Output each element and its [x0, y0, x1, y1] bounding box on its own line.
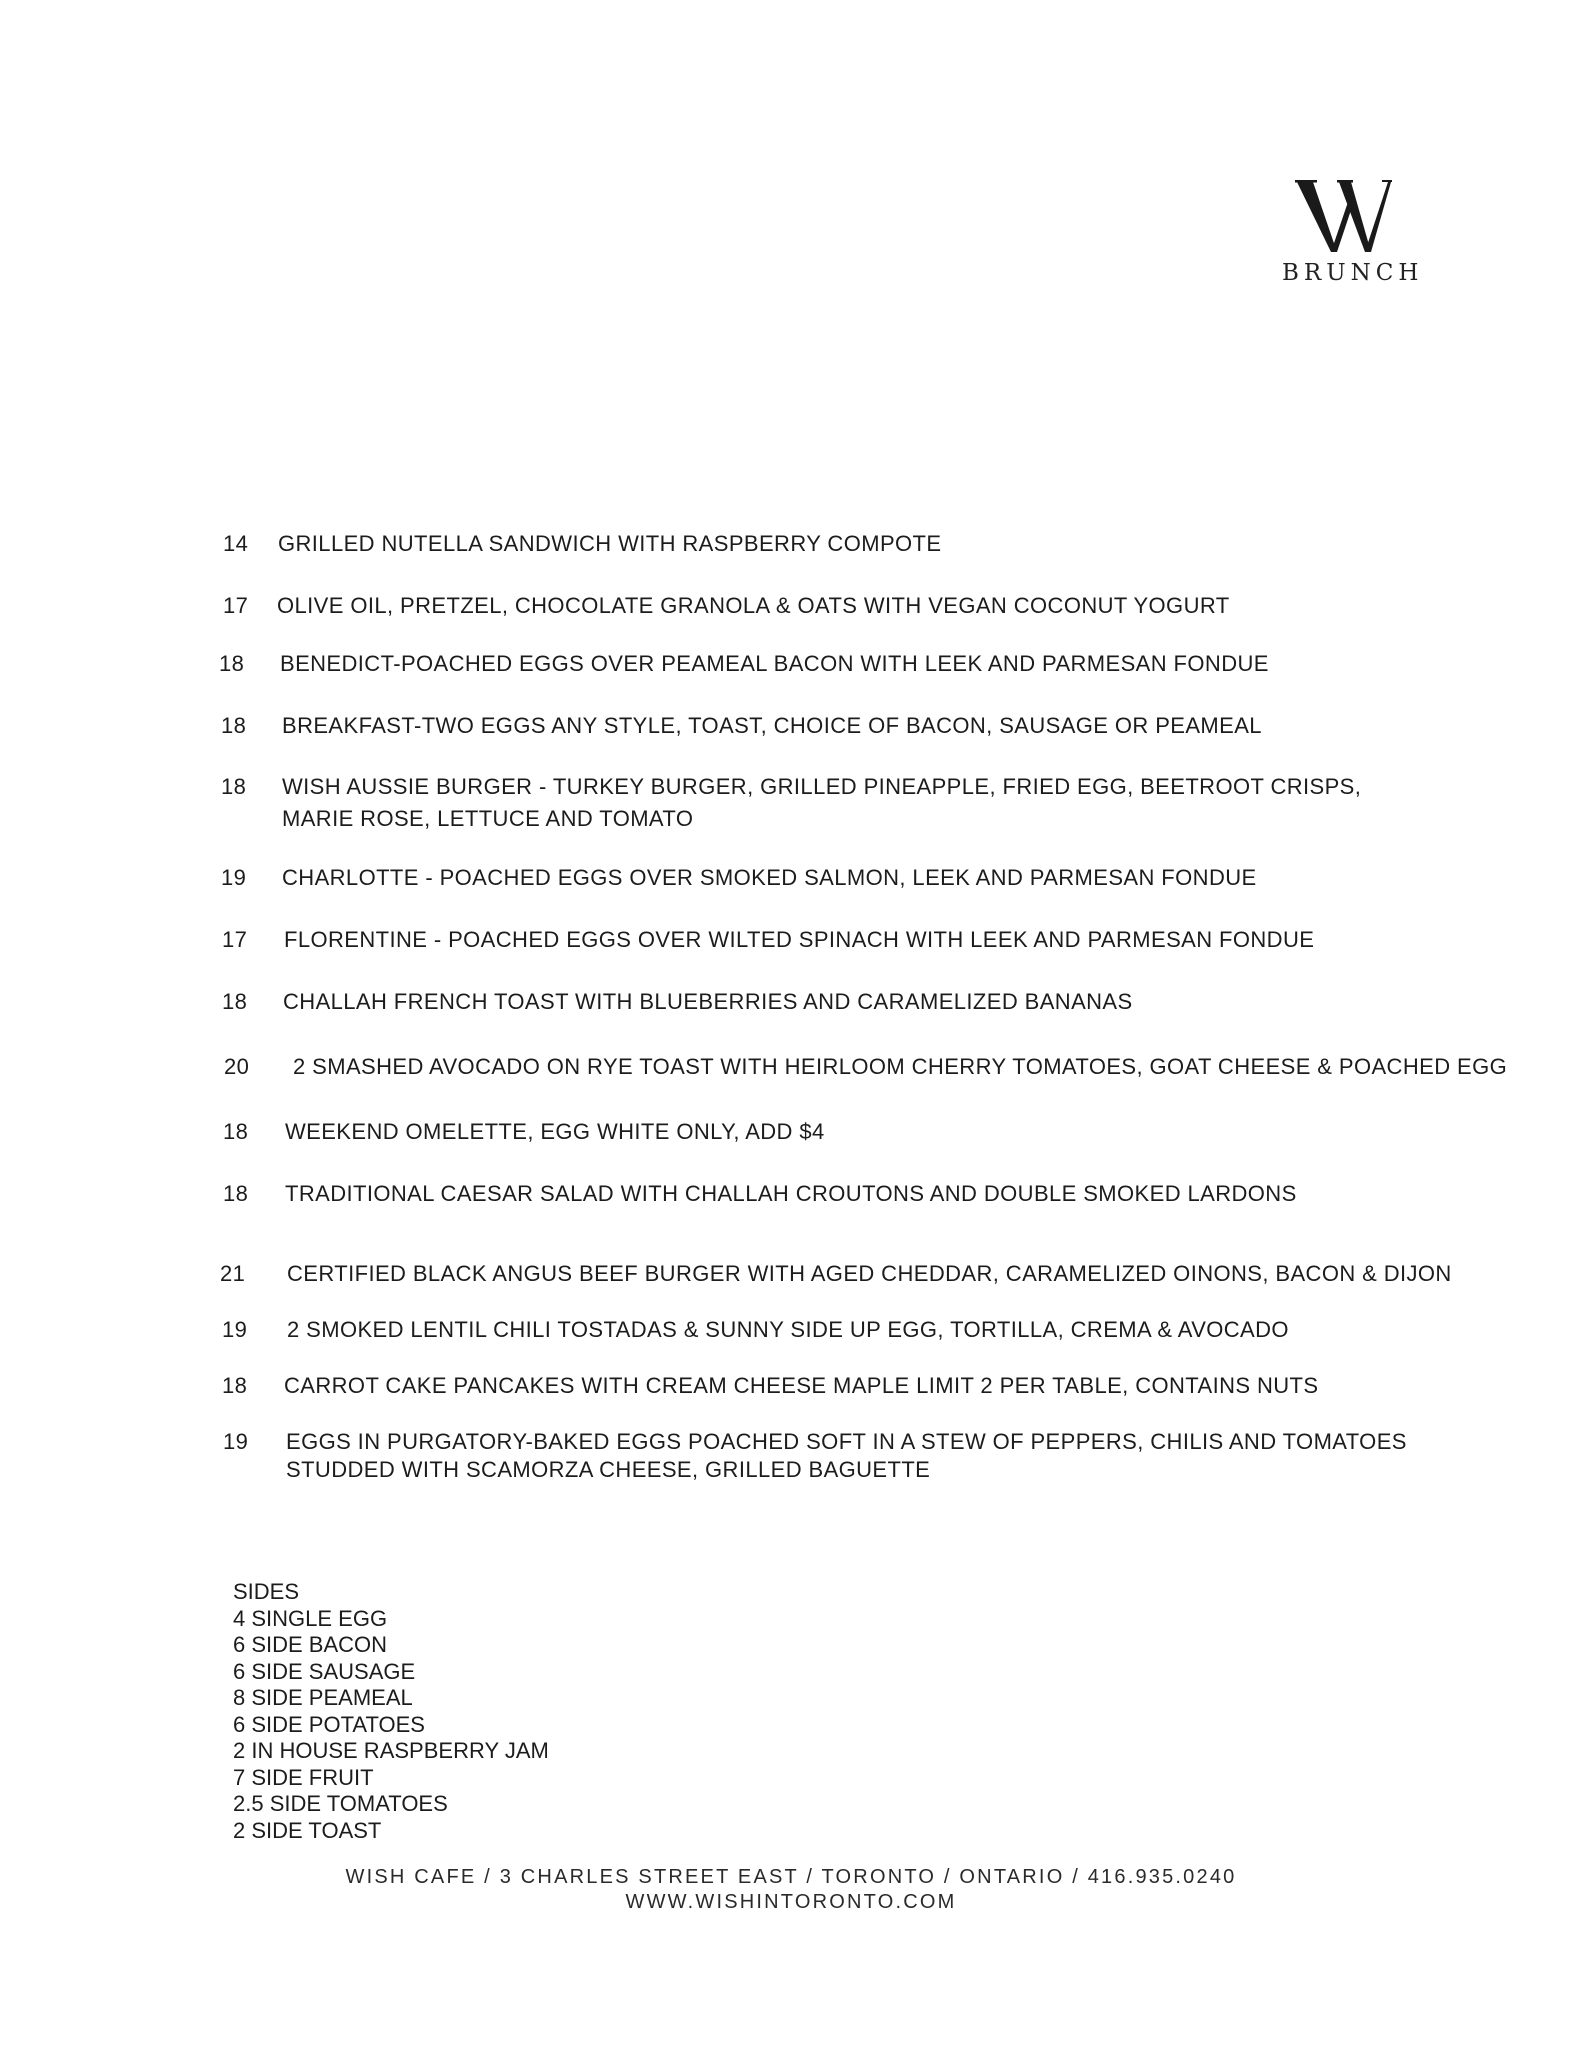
menu-item-description	[287, 1316, 1289, 1345]
menu-item-price: 18	[222, 1373, 248, 1398]
menu-item-description-line: CHALLAH FRENCH TOAST WITH BLUEBERRIES AND CARAMELIZED BANANAS	[283, 989, 1133, 1014]
menu-item-price: 19	[222, 1317, 248, 1342]
menu-item-description-line: BENEDICT-POACHED EGGS OVER PEAMEAL BACON WITH LEEK AND PARMESAN FONDUE	[280, 651, 1269, 676]
side-item: 6 SIDE POTATOES	[233, 1711, 425, 1737]
menu-item-description	[282, 864, 1257, 893]
side-item: 6 SIDE SAUSAGE	[233, 1658, 416, 1684]
menu-item-description-line: TRADITIONAL CAESAR SALAD WITH CHALLAH CROUTONS AND DOUBLE SMOKED LARDONS	[285, 1181, 1297, 1206]
brand-logo	[1278, 178, 1424, 286]
menu-item-description	[282, 773, 1361, 833]
menu-item-description-line: 2 SMOKED LENTIL CHILI TOSTADAS & SUNNY SIDE UP EGG, TORTILLA, CREMA & AVOCADO	[287, 1317, 1289, 1342]
menu-item-description-line: OLIVE OIL, PRETZEL, CHOCOLATE GRANOLA & OATS WITH VEGAN COCONUT YOGURT	[277, 593, 1230, 618]
side-item: 8 SIDE PEAMEAL	[233, 1685, 413, 1710]
side-item: 2 IN HOUSE RASPBERRY JAM	[233, 1738, 549, 1763]
side-item: 2.5 SIDE TOMATOES	[233, 1791, 448, 1816]
sides-list	[233, 1606, 549, 1845]
menu-item-description	[287, 1260, 1452, 1289]
menu-item-description-line: EGGS IN PURGATORY-BAKED EGGS POACHED SOFT IN A STEW OF PEPPERS, CHILIS AND TOMATOES	[286, 1429, 1407, 1454]
menu-item-price: 18	[219, 651, 245, 676]
menu-item-price: 18	[221, 713, 247, 738]
menu-item-price: 18	[222, 989, 248, 1014]
sides-heading: SIDES	[233, 1579, 300, 1604]
menu-item-description-line: CHARLOTTE - POACHED EGGS OVER SMOKED SALMON, LEEK AND PARMESAN FONDUE	[282, 865, 1257, 890]
menu-item-price: 20	[224, 1054, 250, 1079]
menu-item-description	[284, 926, 1314, 955]
menu-item-price: 17	[222, 927, 248, 952]
menu-item-description	[277, 592, 1230, 621]
menu-item-description	[285, 1180, 1297, 1209]
menu-item-description-line: WEEKEND OMELETTE, EGG WHITE ONLY, ADD $4	[285, 1119, 825, 1144]
menu-item-description-line: FLORENTINE - POACHED EGGS OVER WILTED SPINACH WITH LEEK AND PARMESAN FONDUE	[284, 927, 1315, 952]
menu-item-price: 18	[223, 1119, 249, 1144]
menu-item-description-line: CERTIFIED BLACK ANGUS BEEF BURGER WITH AGED CHEDDAR, CARAMELIZED OINONS, BACON & DIJON	[287, 1261, 1452, 1286]
menu-item-description-line: CARROT CAKE PANCAKES WITH CREAM CHEESE MAPLE LIMIT 2 PER TABLE, CONTAINS NUTS	[284, 1373, 1319, 1398]
menu-item-price: 18	[223, 1181, 249, 1206]
menu-item-description	[280, 650, 1269, 679]
logo-wordmark: BRUNCH	[1282, 260, 1424, 286]
menu-item-description-line: 2 SMASHED AVOCADO ON RYE TOAST WITH HEIRLOOM CHERRY TOMATOES, GOAT CHEESE & POACHED EGG	[293, 1054, 1508, 1079]
menu-item-description	[293, 1053, 1507, 1082]
menu-item-price: 19	[223, 1429, 249, 1454]
menu-item-price: 14	[223, 531, 249, 556]
menu-item-price: 17	[223, 593, 249, 618]
footer	[0, 1865, 1582, 1915]
menu-item-description	[278, 530, 941, 559]
footer-website[interactable]: WWW.WISHINTORONTO.COM	[625, 1891, 957, 1913]
menu-item-description	[284, 1372, 1318, 1401]
menu-item-description-line: STUDDED WITH SCAMORZA CHEESE, GRILLED BAGUETTE	[286, 1456, 931, 1482]
menu-item-description-line: BREAKFAST-TWO EGGS ANY STYLE, TOAST, CHOICE OF BACON, SAUSAGE OR PEAMEAL	[282, 713, 1262, 738]
w-logo-icon	[1293, 178, 1393, 258]
menu-item-description-line: WISH AUSSIE BURGER - TURKEY BURGER, GRILLED PINEAPPLE, FRIED EGG, BEETROOT CRISPS,	[282, 774, 1362, 799]
side-item: 4 SINGLE EGG	[233, 1605, 388, 1631]
menu-item-price: 21	[220, 1261, 246, 1286]
menu-item-price: 18	[221, 774, 247, 799]
side-item: 2 SIDE TOAST	[233, 1817, 382, 1843]
menu-item-description	[285, 1118, 825, 1147]
side-item: 7 SIDE FRUIT	[233, 1764, 374, 1790]
menu-item-description-line: MARIE ROSE, LETTUCE AND TOMATO	[282, 805, 694, 831]
menu-item-description	[283, 988, 1133, 1017]
footer-address: WISH CAFE / 3 CHARLES STREET EAST / TORONTO / ONTARIO / 416.935.0240	[345, 1866, 1237, 1888]
menu-item-description-line: GRILLED NUTELLA SANDWICH WITH RASPBERRY COMPOTE	[278, 531, 942, 556]
menu-item-description	[282, 712, 1262, 741]
menu-item-price: 19	[221, 865, 247, 890]
menu-item-description	[286, 1428, 1407, 1484]
sides-section	[233, 1579, 549, 1844]
side-item: 6 SIDE BACON	[233, 1632, 388, 1657]
